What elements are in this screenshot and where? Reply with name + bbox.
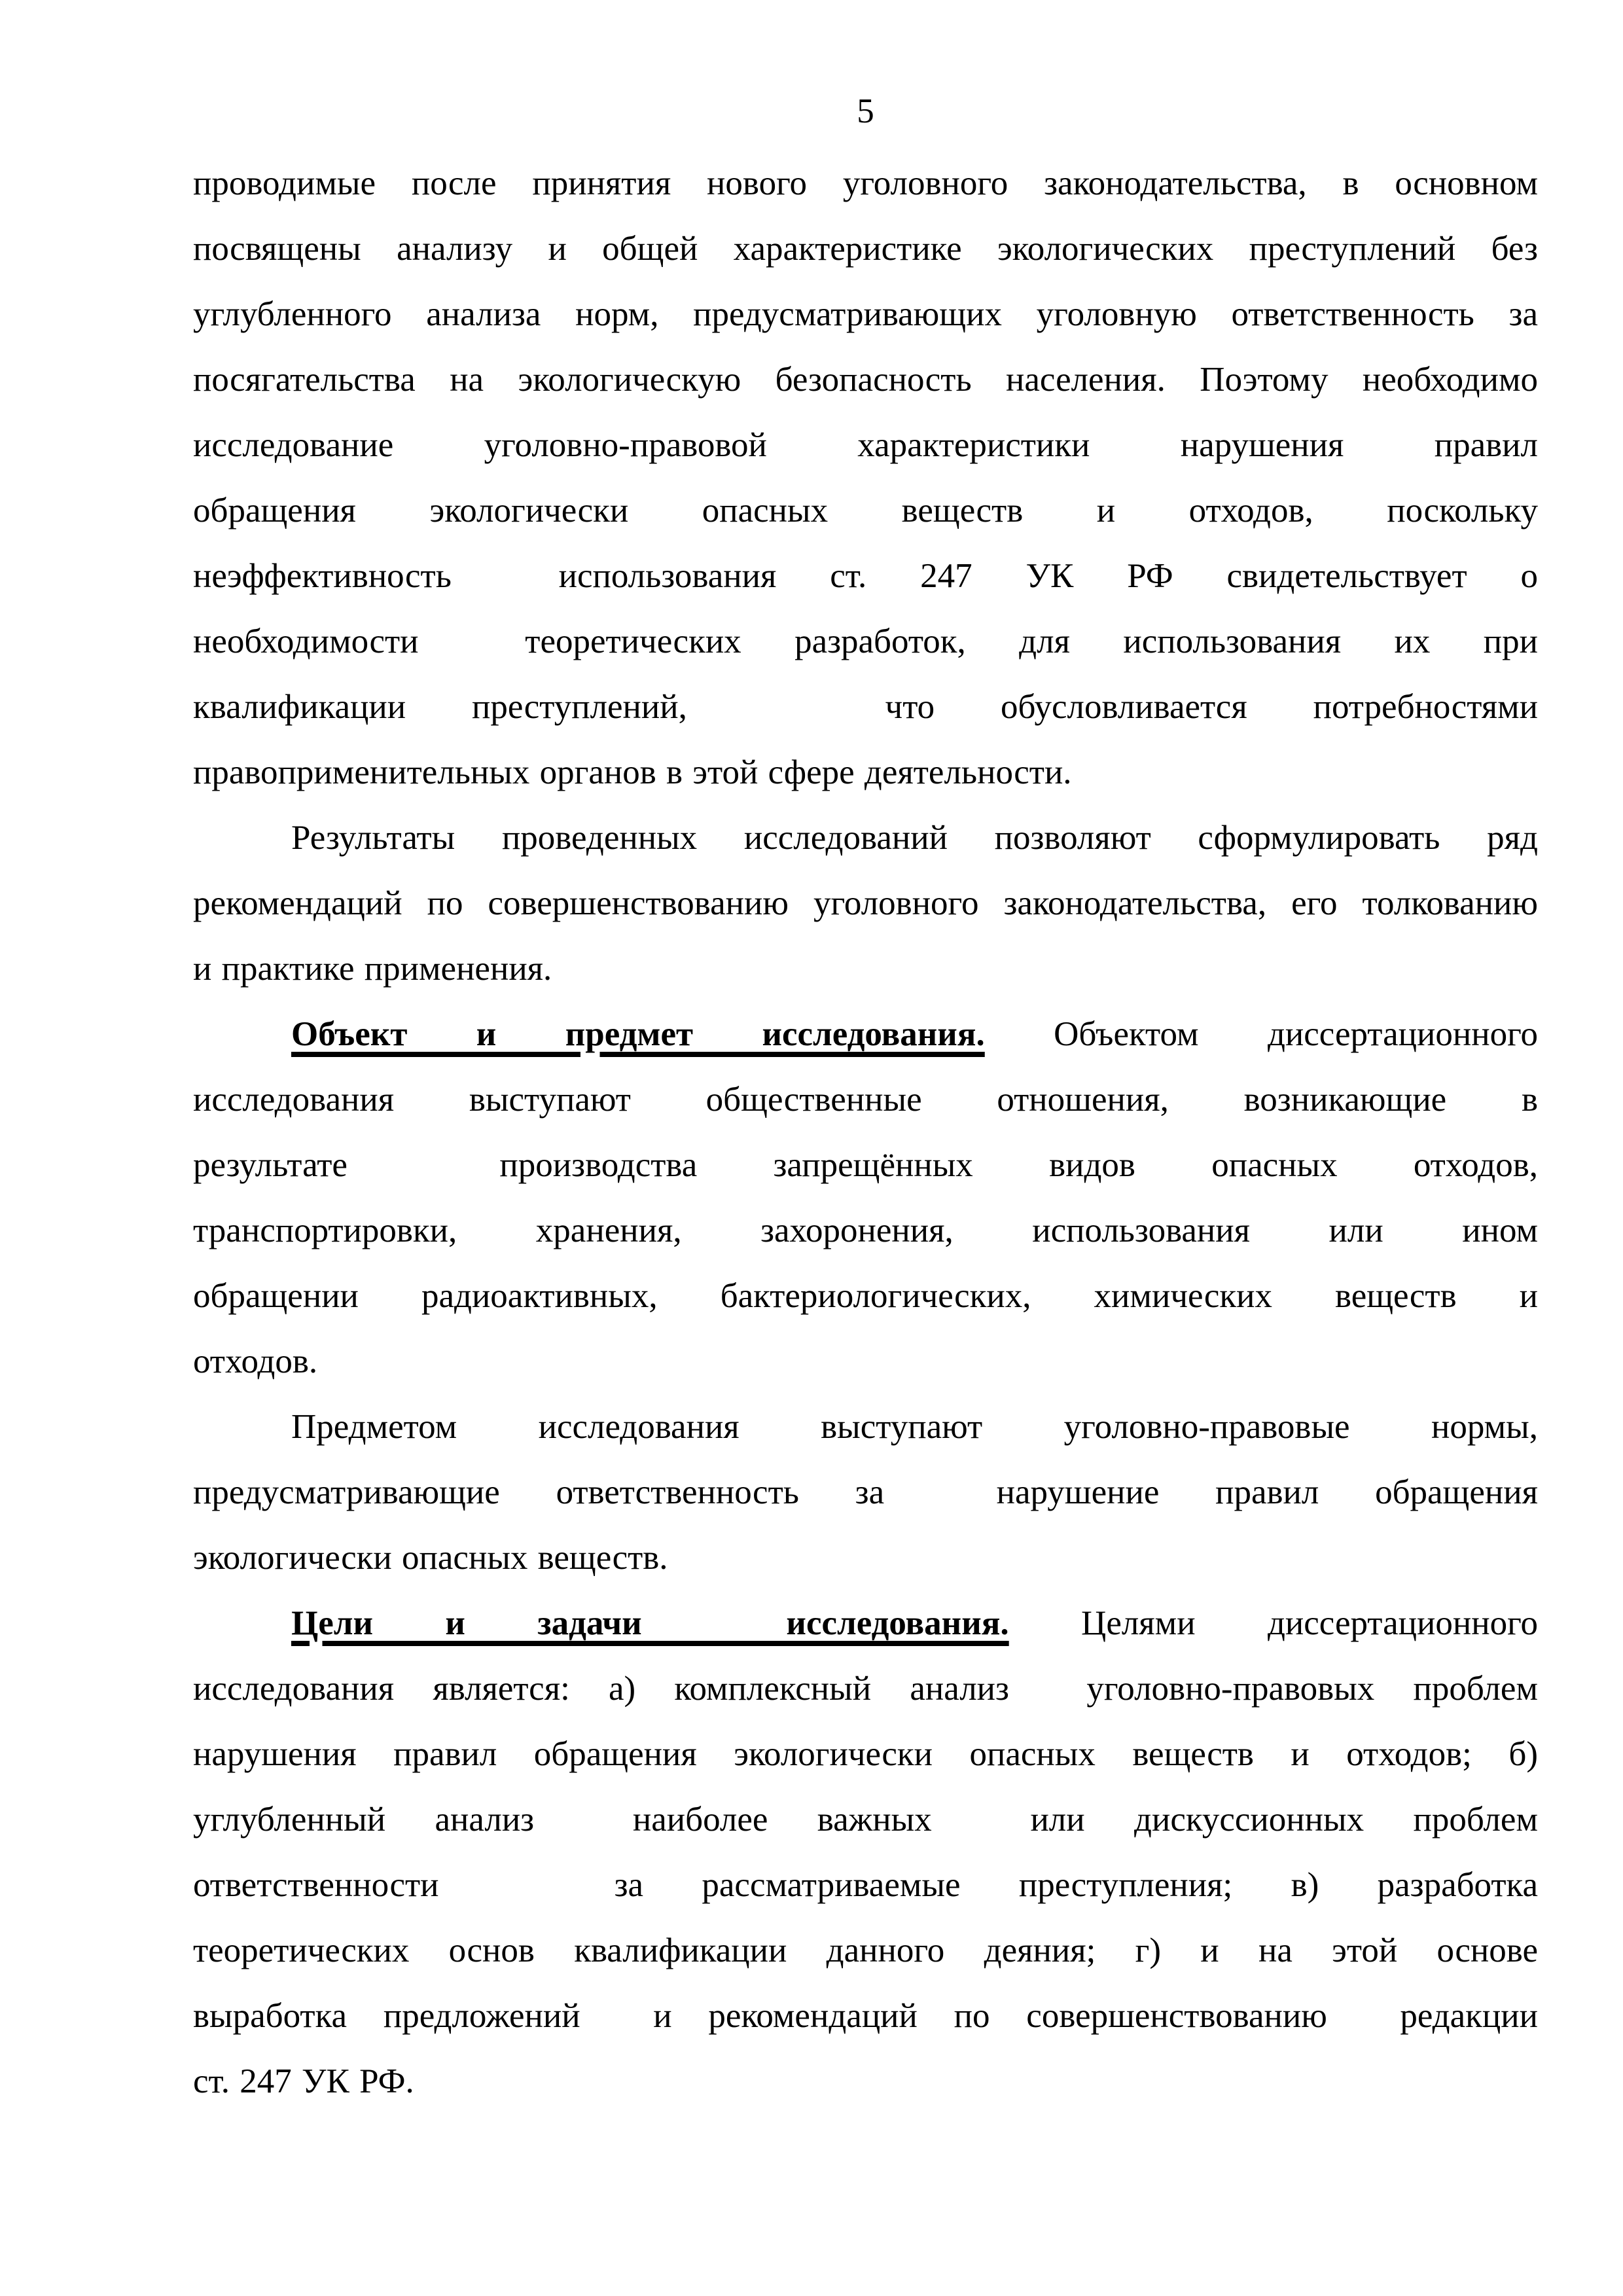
text-segment: необходимости теоретических разработок, для использования их при bbox=[193, 622, 1538, 660]
text-line bbox=[193, 805, 1538, 870]
text-segment: нарушения правил обращения экологически опасных веществ и отходов; б) bbox=[193, 1735, 1538, 1773]
text-line bbox=[193, 1198, 1538, 1263]
text-segment: Предметом исследования выступают уголовно-правовые нормы, bbox=[291, 1408, 1538, 1446]
text-line bbox=[193, 740, 1538, 805]
text-segment: проводимые после принятия нового уголовного законодательства, в основном bbox=[193, 164, 1538, 202]
text-line bbox=[193, 1721, 1538, 1787]
text-line bbox=[193, 1656, 1538, 1721]
text-line bbox=[193, 674, 1538, 740]
document-body bbox=[193, 151, 1538, 2114]
text-line bbox=[193, 1460, 1538, 1525]
text-line bbox=[193, 1001, 1538, 1067]
text-segment: ст. 247 УК РФ. bbox=[193, 2062, 414, 2100]
text-line bbox=[193, 1263, 1538, 1329]
text-line bbox=[193, 543, 1538, 609]
text-line bbox=[193, 936, 1538, 1001]
text-line bbox=[193, 609, 1538, 674]
text-segment: экологически опасных веществ. bbox=[193, 1539, 668, 1577]
text-segment: углубленного анализа норм, предусматривающих уголовную ответственность за bbox=[193, 295, 1538, 333]
text-segment: исследования является: а) комплексный анализ уголовно-правовых проблем bbox=[193, 1670, 1538, 1708]
text-line bbox=[193, 2049, 1538, 2114]
text-segment: Целями диссертационного bbox=[1008, 1604, 1538, 1642]
text-segment: ответственности за рассматриваемые преступления; в) разработка bbox=[193, 1866, 1538, 1904]
text-segment: Объектом диссертационного bbox=[984, 1015, 1538, 1053]
text-segment: результате производства запрещённых видов опасных отходов, bbox=[193, 1146, 1538, 1184]
text-segment: транспортировки, хранения, захоронения, использования или ином bbox=[193, 1211, 1538, 1249]
text-line bbox=[193, 1852, 1538, 1918]
text-line bbox=[193, 281, 1538, 347]
text-segment: теоретических основ квалификации данного деяния; г) и на этой основе bbox=[193, 1931, 1538, 1969]
text-line bbox=[193, 347, 1538, 412]
text-segment: предусматривающие ответственность за нарушение правил обращения bbox=[193, 1473, 1538, 1511]
text-segment: посвящены анализу и общей характеристике экологических преступлений без bbox=[193, 230, 1538, 268]
text-segment: и практике применения. bbox=[193, 950, 552, 988]
text-segment: исследования выступают общественные отношения, возникающие в bbox=[193, 1081, 1538, 1119]
text-segment: выработка предложений и рекомендаций по совершенствованию редакции bbox=[193, 1997, 1538, 2035]
text-line bbox=[193, 1394, 1538, 1460]
text-segment: исследование уголовно-правовой характеристики нарушения правил bbox=[193, 426, 1538, 464]
page-number: 5 bbox=[857, 92, 874, 130]
text-line bbox=[193, 1918, 1538, 1983]
text-line bbox=[193, 216, 1538, 281]
text-segment: квалификации преступлений, что обусловливается потребностями bbox=[193, 688, 1538, 726]
text-line bbox=[193, 870, 1538, 936]
text-segment: отходов. bbox=[193, 1342, 318, 1380]
text-segment: неэффективность использования ст. 247 УК РФ свидетельствует о bbox=[193, 557, 1538, 595]
text-line bbox=[193, 151, 1538, 216]
text-line bbox=[193, 1067, 1538, 1132]
text-segment: обращении радиоактивных, бактериологических, химических веществ и bbox=[193, 1277, 1538, 1315]
section-heading: Объект и предмет исследования. bbox=[291, 1015, 985, 1053]
text-line bbox=[193, 1132, 1538, 1198]
text-segment: углубленный анализ наиболее важных или дискуссионных проблем bbox=[193, 1801, 1538, 1839]
text-segment: правоприменительных органов в этой сфере деятельности. bbox=[193, 753, 1072, 791]
text-segment: рекомендаций по совершенствованию уголовного законодательства, его толкованию bbox=[193, 884, 1538, 922]
text-line bbox=[193, 478, 1538, 543]
text-line bbox=[193, 1787, 1538, 1852]
text-segment: Результаты проведенных исследований позволяют сформулировать ряд bbox=[291, 819, 1538, 857]
text-segment: обращения экологически опасных веществ и отходов, поскольку bbox=[193, 492, 1538, 529]
text-line bbox=[193, 1983, 1538, 2049]
text-line bbox=[193, 1329, 1538, 1394]
text-line bbox=[193, 1590, 1538, 1656]
text-line bbox=[193, 412, 1538, 478]
text-line bbox=[193, 1525, 1538, 1590]
section-heading: Цели и задачи исследования. bbox=[291, 1604, 1009, 1642]
text-segment: посягательства на экологическую безопасность населения. Поэтому необходимо bbox=[193, 361, 1538, 399]
